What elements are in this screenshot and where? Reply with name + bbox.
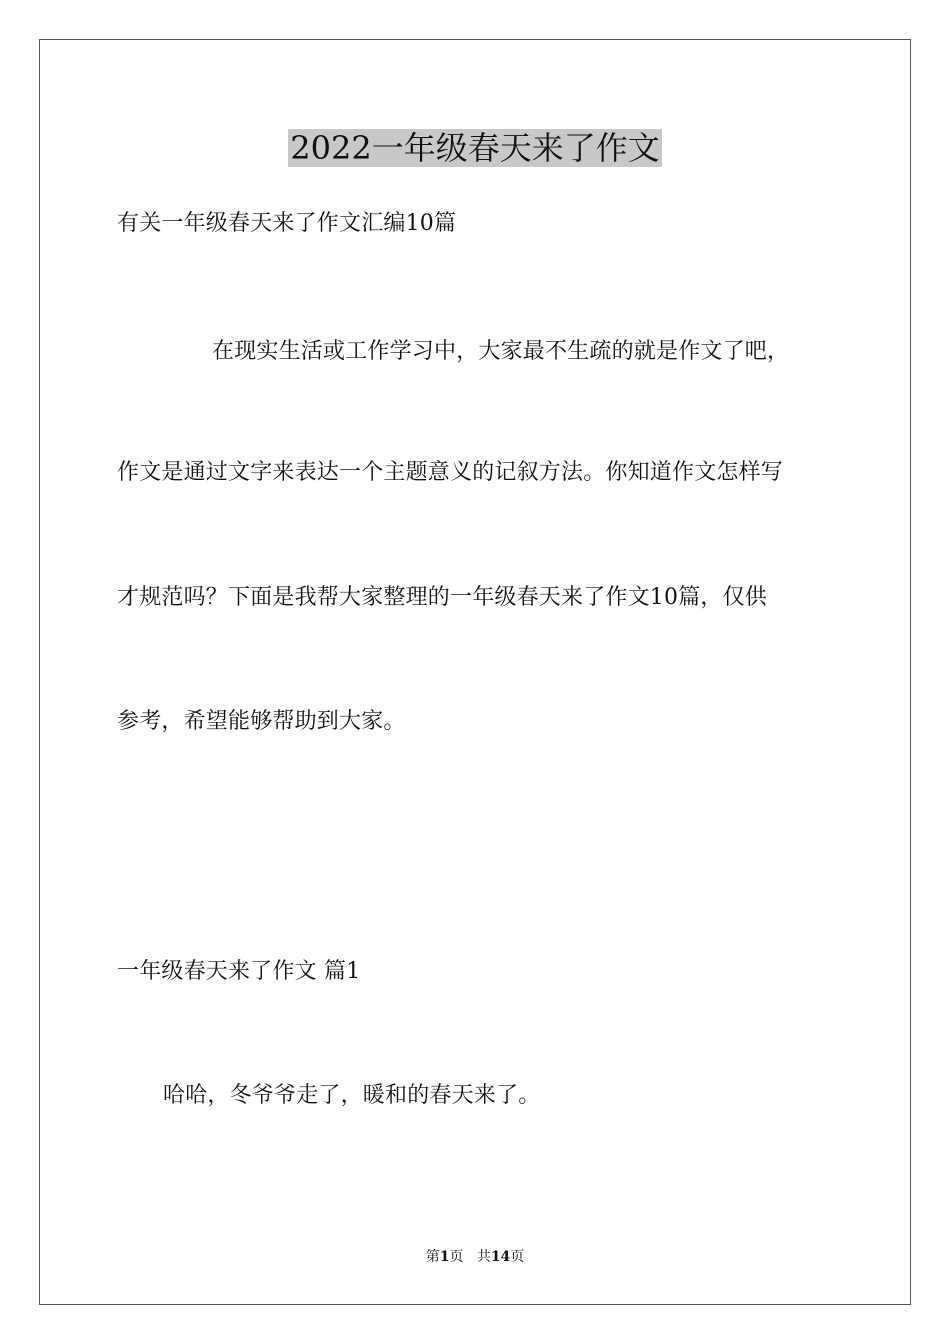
- document-subtitle: 有关一年级春天来了作文汇编10篇: [117, 211, 457, 236]
- document-title-text: 2022一年级春天来了作文: [290, 129, 660, 167]
- intro-line-2: 作文是通过文字来表达一个主题意义的记叙方法。你知道作文怎样写: [117, 460, 784, 485]
- body-line-1: 哈哈，冬爷爷走了，暖和的春天来了。: [163, 1083, 541, 1108]
- intro-line-3: 才规范吗？下面是我帮大家整理的一年级春天来了作文10篇，仅供: [117, 585, 767, 610]
- footer-page-suffix: 页: [449, 1249, 464, 1265]
- footer-total-pages: 14: [490, 1249, 511, 1265]
- footer-total-prefix: 共: [476, 1249, 491, 1265]
- footer-page-number: 1: [439, 1249, 450, 1265]
- footer-page-prefix: 第: [425, 1249, 440, 1265]
- page-footer: [0, 1248, 950, 1266]
- document-title: [0, 128, 950, 168]
- section-heading: 一年级春天来了作文 篇1: [117, 959, 361, 984]
- intro-line-1: 在现实生活或工作学习中，大家最不生疏的就是作文了吧，: [212, 339, 790, 364]
- intro-line-4: 参考，希望能够帮助到大家。: [117, 709, 406, 734]
- footer-total-suffix: 页: [510, 1249, 525, 1265]
